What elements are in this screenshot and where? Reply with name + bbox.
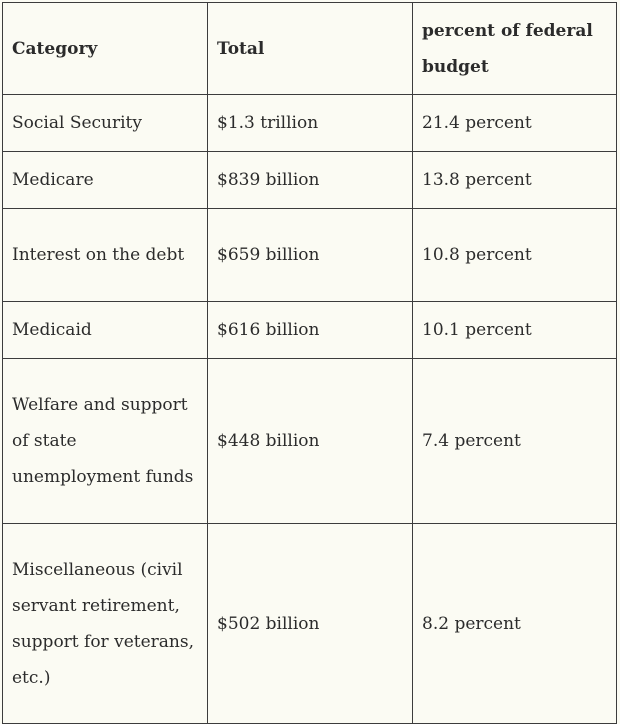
header-total: Total: [208, 3, 413, 95]
cell-total: $616 billion: [208, 302, 413, 359]
header-percent: percent of federal budget: [413, 3, 617, 95]
cell-total: $839 billion: [208, 152, 413, 209]
cell-percent: 13.8 percent: [413, 152, 617, 209]
table-row: [3, 209, 617, 302]
budget-table: [2, 2, 617, 724]
cell-category: Medicaid: [3, 302, 208, 359]
cell-category: Interest on the debt: [3, 209, 208, 302]
cell-percent: 10.1 percent: [413, 302, 617, 359]
table-row: [3, 524, 617, 724]
cell-category: Medicare: [3, 152, 208, 209]
cell-category: Social Security: [3, 95, 208, 152]
cell-category: Welfare and support of state unemployment funds: [3, 359, 208, 524]
cell-percent: 21.4 percent: [413, 95, 617, 152]
cell-percent: 7.4 percent: [413, 359, 617, 524]
header-category: Category: [3, 3, 208, 95]
table-row: [3, 302, 617, 359]
cell-category: Miscellaneous (civil servant retirement, support for veterans, etc.): [3, 524, 208, 724]
cell-percent: 8.2 percent: [413, 524, 617, 724]
header-row: [3, 3, 617, 95]
cell-percent: 10.8 percent: [413, 209, 617, 302]
cell-total: $1.3 trillion: [208, 95, 413, 152]
cell-total: $659 billion: [208, 209, 413, 302]
table-row: [3, 152, 617, 209]
cell-total: $502 billion: [208, 524, 413, 724]
table-row: [3, 95, 617, 152]
table-row: [3, 359, 617, 524]
cell-total: $448 billion: [208, 359, 413, 524]
